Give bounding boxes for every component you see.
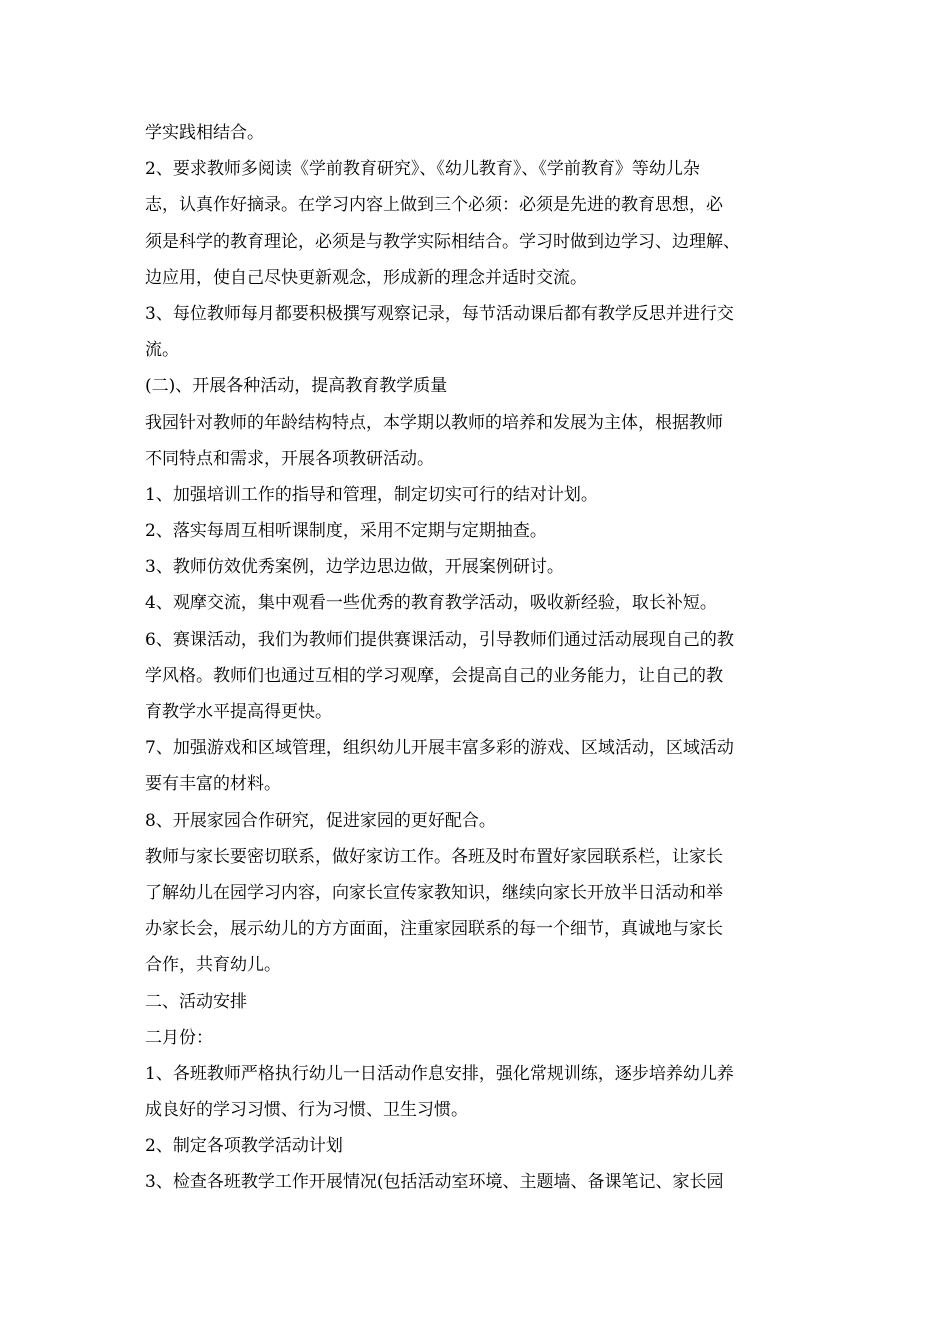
text-line: 教师与家长要密切联系，做好家访工作。各班及时布置好家园联系栏，让家长: [145, 846, 723, 867]
subsection-heading: 二月份：: [145, 1027, 213, 1048]
section-heading: 二、活动安排: [145, 991, 247, 1012]
text-line: 要有丰富的材料。: [145, 774, 281, 795]
text-line: 志，认真作好摘录。在学习内容上做到三个必须：必须是先进的教育思想，必: [145, 195, 723, 216]
text-line: 了解幼儿在园学习内容，向家长宣传家教知识，继续向家长开放半日活动和举: [145, 882, 723, 903]
text-line: 不同特点和需求，开展各项教研活动。: [145, 448, 434, 469]
text-line: 4、观摩交流，集中观看一些优秀的教育教学活动，吸收新经验，取长补短。: [145, 593, 717, 614]
text-line: 3、每位教师每月都要积极撰写观察记录，每节活动课后都有教学反思并进行交: [145, 303, 734, 324]
text-line: 我园针对教师的年龄结构特点，本学期以教师的培养和发展为主体，根据教师: [145, 412, 723, 433]
text-line: 合作，共育幼儿。: [145, 955, 281, 976]
text-line: 6、赛课活动，我们为教师们提供赛课活动，引导教师们通过活动展现自己的教: [145, 629, 734, 650]
section-heading: (二)、开展各种活动，提高教育教学质量: [145, 376, 448, 397]
text-line: 办家长会，展示幼儿的方方面面，注重家园联系的每一个细节，真诚地与家长: [145, 919, 723, 940]
text-line: 1、各班教师严格执行幼儿一日活动作息安排，强化常规训练，逐步培养幼儿养: [145, 1063, 734, 1084]
text-line: 须是科学的教育理论，必须是与教学实际相结合。学习时做到边学习、边理解、: [145, 231, 740, 252]
text-line: 流。: [145, 340, 179, 361]
text-line: 2、制定各项教学活动计划: [145, 1136, 343, 1157]
text-line: 边应用，使自己尽快更新观念，形成新的理念并适时交流。: [145, 267, 587, 288]
text-line: 7、加强游戏和区域管理，组织幼儿开展丰富多彩的游戏、区域活动，区域活动: [145, 738, 734, 759]
text-line: 成良好的学习习惯、行为习惯、卫生习惯。: [145, 1100, 468, 1121]
text-line: 学风格。教师们也通过互相的学习观摩，会提高自己的业务能力，让自己的教: [145, 665, 723, 686]
text-line: 3、教师仿效优秀案例，边学边思边做，开展案例研讨。: [145, 557, 564, 578]
text-line: 1、加强培训工作的指导和管理，制定切实可行的结对计划。: [145, 484, 598, 505]
document-body: [145, 115, 830, 1201]
text-line: 学实践相结合。: [145, 123, 264, 143]
text-line: 8、开展家园合作研究，促进家园的更好配合。: [145, 810, 496, 831]
text-line: 育教学水平提高得更快。: [145, 702, 332, 722]
text-line: 2、要求教师多阅读《学前教育研究》、《幼儿教育》、《学前教育》等幼儿杂: [145, 159, 700, 180]
text-line: 2、落实每周互相听课制度，采用不定期与定期抽查。: [145, 521, 547, 542]
text-line: 3、检查各班教学工作开展情况(包括活动室环境、主题墙、备课笔记、家长园: [145, 1172, 724, 1193]
